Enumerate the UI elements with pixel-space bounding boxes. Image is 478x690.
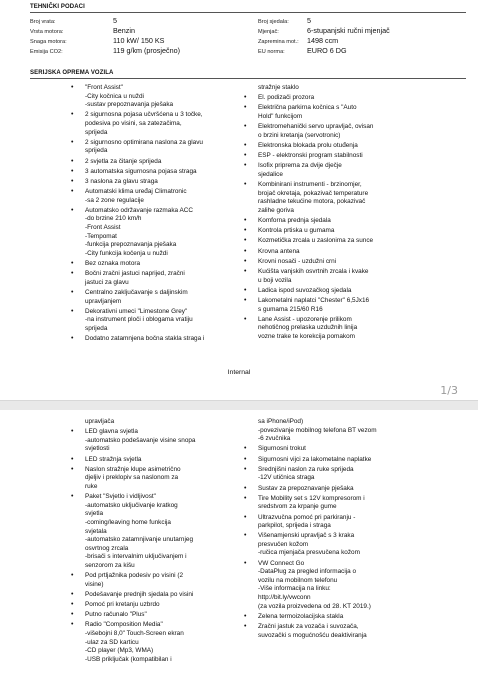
equipment-item-line: -automatsko podešavanje visine snopa [85,436,196,444]
spec-label: Zapremina mot.: [258,39,299,45]
equipment-item [85,260,253,269]
equipment-item [258,316,438,342]
equipment-item [258,162,438,179]
equipment-item-line: -City kočnica u nuždi [85,92,144,100]
equipment-item [258,181,438,215]
section-divider [30,78,466,79]
equipment-item-line: upravljanjem [85,297,122,305]
equipment-item-line: • Zračni jastuk za vozača i suvozača, [258,623,359,630]
spec-value: 6-stupanjski ručni mjenjač [307,26,390,35]
equipment-item-line: sjedalice [258,170,283,178]
equipment-item-line: o brzini kretanja (servotronic) [258,131,341,139]
equipment-item [85,611,253,620]
equipment-item [85,591,253,600]
equipment-item-line: • 2 sigurnosna pojasa učvršćena u 3 točke, [85,111,203,119]
equipment-item-line: • ESP - elektronski program stabilnosti [258,152,363,160]
equipment-item-line: -brisači s intervalnim uključivanjem i [85,553,187,561]
equipment-item-line: • Centralno zaključavanje s daljinskim [85,289,188,296]
equipment-item [85,456,253,465]
equipment-item [258,495,438,512]
equipment-item [258,297,438,314]
equipment-item-line: -sa 2 zone regulacije [85,196,144,204]
equipment-item-line: -povezivanje mobilnog telefona BT vezom [258,426,377,434]
equipment-item-line: • Naslon stražnje klupe asimetrično [85,465,181,473]
equipment-item-line: sa iPhone/iPod) [258,418,304,425]
equipment-item [85,418,253,427]
equipment-item [85,270,253,287]
equipment-item-line: jastuci za glavu [85,278,129,286]
equipment-item-line: • Automatski klima uređaj Climatronic [85,188,187,196]
equipment-item-line: svjetlosti [85,445,110,453]
equipment-item-line: • Sustav za prepoznavanje pješaka [258,484,354,492]
equipment-item-line: • Putno računalo "Plus" [85,611,147,619]
equipment-item-line: -Više informacija na linku: [258,585,331,593]
spec-label: Broj vrata: [30,19,56,25]
equipment-item-line: suvozački s mogućnošću deaktiviranja [258,631,367,639]
equipment-item [258,532,438,558]
equipment-item-line: svjetala [85,527,107,535]
equipment-item-line: -ručica mjenjača presvučena kožom [258,549,360,557]
equipment-item-line: -automatsko uključivanje kratkog [85,501,178,509]
section-title-equipment: SERIJSKA OPREMA VOZILA [30,70,114,76]
equipment-item-line: • Ultrazvučna pomoć pri parkiranju - [258,513,356,521]
equipment-item [258,287,438,296]
equipment-item-line: • Dodatno zatamnjena bočna stakla straga i [85,335,205,343]
equipment-item-line: • VW Connect Go [258,559,305,567]
document-page-2 [0,410,478,690]
equipment-item-line: • Komforna prednja sjedala [258,217,331,225]
equipment-item-line: • Elektromehanički servo upravljač, ovisan [258,123,374,131]
equipment-item-line: -12V utičnica straga [258,474,315,482]
spec-value: 5 [113,16,117,25]
equipment-item-line: Hold" funkcijom [258,112,303,120]
spec-value: 1498 ccm [307,36,339,45]
equipment-item-line: presvučen kožom [258,540,309,548]
equipment-item [258,445,438,454]
equipment-item-line: -višebojni 8,0" Touch-Screen ekran [85,630,184,637]
equipment-item-line: vozne trake te korekcija pomakom [258,332,355,340]
equipment-item-line: • Bočni zračni jastuci naprijed, zračni [85,270,185,278]
equipment-item-line: • Električna parkirna kočnica s "Auto [258,104,357,112]
equipment-item-line: • Pod prtljažnika podesiv po visini (2 [85,572,184,580]
equipment-item [85,428,253,454]
equipment-item [258,227,438,236]
equipment-item-line: http://bit.ly/vwconn [258,594,311,602]
page-number: 1/3 [440,384,458,397]
equipment-item-line: zalihe goriva [258,206,294,214]
equipment-column-right [258,84,438,343]
equipment-item-line: • "Front Assist" [85,84,123,91]
spec-value: EURO 6 DG [307,46,347,55]
equipment-item-line: stražnje staklo [258,84,299,91]
equipment-item [85,572,253,589]
equipment-item-line: • Pomoć pri kretanju uzbrdo [85,601,160,609]
spec-label: Vrsta motora: [30,29,64,35]
equipment-item-line: • Radio "Composition Media" [85,621,163,629]
equipment-item-line: • Kućišta vanjskih osvrtnih zrcala i kvake [258,268,369,275]
equipment-item-line: • Tire Mobility set s 12V kompresorom i [258,494,365,502]
equipment-item-line: • LED glavna svjetla [85,428,138,436]
equipment-item-line: -do brzine 210 km/h [85,215,142,223]
equipment-item [85,158,253,167]
equipment-item-line: rashladne tekućine motora, pokazivač [258,198,366,206]
equipment-item-line: -Tempomat [85,232,117,240]
equipment-item [85,335,253,344]
equipment-item-line: • Lakometalni naplatci "Chester" 6,5Jx16 [258,296,370,304]
equipment-item-line: • Kozmetička zrcala u zaslonima za sunce [258,237,374,245]
equipment-item [258,94,438,103]
equipment-item-line: • Paket "Svjetlo i vidljivost" [85,493,156,501]
equipment-item-line: -City funkcija kočenja u nuždi [85,249,168,257]
equipment-item-line: podesiva po visini, sa zatezačima, [85,119,182,127]
equipment-item [258,485,438,494]
equipment-item-line: • Zelena termoizolacijska stakla [258,612,344,620]
spec-value: Benzin [113,26,135,35]
equipment-item-line: visine) [85,580,104,588]
equipment-item [258,418,438,444]
spec-label: EU norma: [258,49,285,55]
equipment-item [258,268,438,285]
classification-label: Internal [227,369,251,376]
equipment-item-line: • Sigurnosni vijci za lakometalne naplatke [258,455,372,463]
equipment-item [258,248,438,257]
equipment-item-line: s gumama 215/60 R16 [258,305,323,313]
equipment-item-line: • 3 automatska sigurnosna pojasa straga [85,167,197,175]
equipment-item-line: -automatsko zatamnjivanje unutarnjeg [85,536,193,544]
equipment-item-line: -CD player (Mp3, WMA) [85,647,154,655]
spec-label: Broj sjedala: [258,19,289,25]
equipment-column-left [85,84,253,345]
section-title-technical: TEHNIČKI PODACI [30,4,85,10]
equipment-item [85,601,253,610]
equipment-item [258,456,438,465]
spec-value: 119 g/km (prosječno) [113,46,180,55]
equipment-item-line: • Bez oznaka motora [85,260,141,268]
equipment-item-line: • Kombinirani instrumenti - brzinomjer, [258,181,362,189]
equipment-item-line: upravljača [85,418,115,425]
equipment-item [85,178,253,187]
equipment-item [85,621,253,664]
equipment-item-line: -USB priključak (kompatibilan i [85,655,172,663]
equipment-item [85,84,253,110]
equipment-item-line: • 2 sigurnosno optimirana naslona za glavu [85,138,203,146]
equipment-column-left [85,418,253,666]
equipment-item [258,123,438,140]
equipment-item-line: senzorom za kišu [85,561,135,569]
equipment-item-line: vozilu na mobilnom telefonu [258,576,338,584]
equipment-item-line: • Sigurnosni trokut [258,445,306,453]
equipment-item-line: sredstvom za krpanje gume [258,503,337,511]
spec-label: Snaga motora: [30,39,67,45]
equipment-item-line: • 2 svjetla za čitanje sprijeda [85,157,162,165]
equipment-item-line: -coming/leaving home funkcija [85,518,171,526]
equipment-item-line: • Lane Assist - upozorenje prilikom [258,315,352,323]
equipment-item-line: (za vozila proizvedena od 28. KT 2019.) [258,602,371,610]
equipment-item-line: • Elektronska blokada prolu otuđenja [258,141,358,149]
equipment-item [85,308,253,334]
equipment-item [258,142,438,151]
equipment-item-line: • El. podizači prozora [258,94,315,102]
equipment-item [85,168,253,177]
equipment-item-line: nehotičnog prelaska uzdužnih linija [258,324,358,332]
equipment-item-line: u boji vozila [258,276,292,284]
equipment-item-line: ruke [85,482,98,490]
equipment-item [258,84,438,93]
equipment-item-line: • Dekorativni umeci "Limestone Grey" [85,307,188,315]
equipment-item-line: svjetla [85,510,104,518]
equipment-item [258,613,438,622]
equipment-item-line: -Front Assist [85,224,121,232]
equipment-item [258,217,438,226]
equipment-item-line: • Višenamjenski upravljač s 3 kraka [258,532,355,540]
equipment-item [85,139,253,156]
equipment-item [258,623,438,640]
section-divider [30,12,466,13]
equipment-item-line: sprijeda [85,324,108,332]
equipment-item-line: • Krovni nosači - uzdužni crni [258,257,337,265]
equipment-item-line: djeljiv i preklopiv sa naslonom za [85,474,179,482]
equipment-item [258,258,438,267]
equipment-item [258,237,438,246]
equipment-item-line: brojač okretaja, pokazivač temperature [258,189,369,197]
equipment-item-line: osvrtnog zrcala [85,544,129,552]
equipment-item [85,289,253,306]
equipment-item-line: • 3 naslona za glavu straga [85,177,158,185]
spec-label: Mjenjač: [258,29,279,35]
equipment-item-line: -na instrument ploči i oblogama vratiju [85,316,193,324]
equipment-item-line: • Srednjišni naslon za ruke sprijeda [258,465,354,473]
equipment-item-line: • Automatsko održavanje razmaka ACC [85,206,193,214]
equipment-item-line: -DataPlug za pregled informacija o [258,568,357,576]
equipment-item [258,514,438,531]
equipment-item-line: sprijeda [85,128,108,136]
equipment-item-line: -ulaz za SD karticu [85,638,139,646]
equipment-item-line: parkpilot, sprijeda i straga [258,522,331,530]
equipment-item-line: -funkcija prepoznavanja pješaka [85,241,177,249]
equipment-item-line: • Ladica ispod suvozačkog sjedala [258,286,352,294]
equipment-item-line: -6 zvučnika [258,435,291,443]
equipment-item-line: sprijeda [85,147,108,155]
equipment-item-line: • Podešavanje prednjih sjedala po visini [85,590,194,598]
equipment-item-line: • Isofix priprema za dvije dječje [258,162,342,170]
spec-value: 110 kW/ 150 KS [113,36,165,45]
equipment-item [85,111,253,137]
equipment-item [258,466,438,483]
equipment-item-line: • Krovna antena [258,247,300,255]
spec-label: Emisija CO2: [30,49,63,55]
spec-value: 5 [307,16,311,25]
equipment-item-line: -sustav prepoznavanja pješaka [85,101,174,109]
equipment-item [258,104,438,121]
equipment-item-line: • Kontrola prtiska u gumama [258,227,335,235]
equipment-item [85,188,253,205]
equipment-item-line: • LED stražnja svjetla [85,455,142,463]
equipment-column-right [258,418,438,642]
equipment-item [258,152,438,161]
equipment-item [85,466,253,492]
equipment-item [85,207,253,259]
equipment-item [85,493,253,570]
equipment-item [258,560,438,612]
